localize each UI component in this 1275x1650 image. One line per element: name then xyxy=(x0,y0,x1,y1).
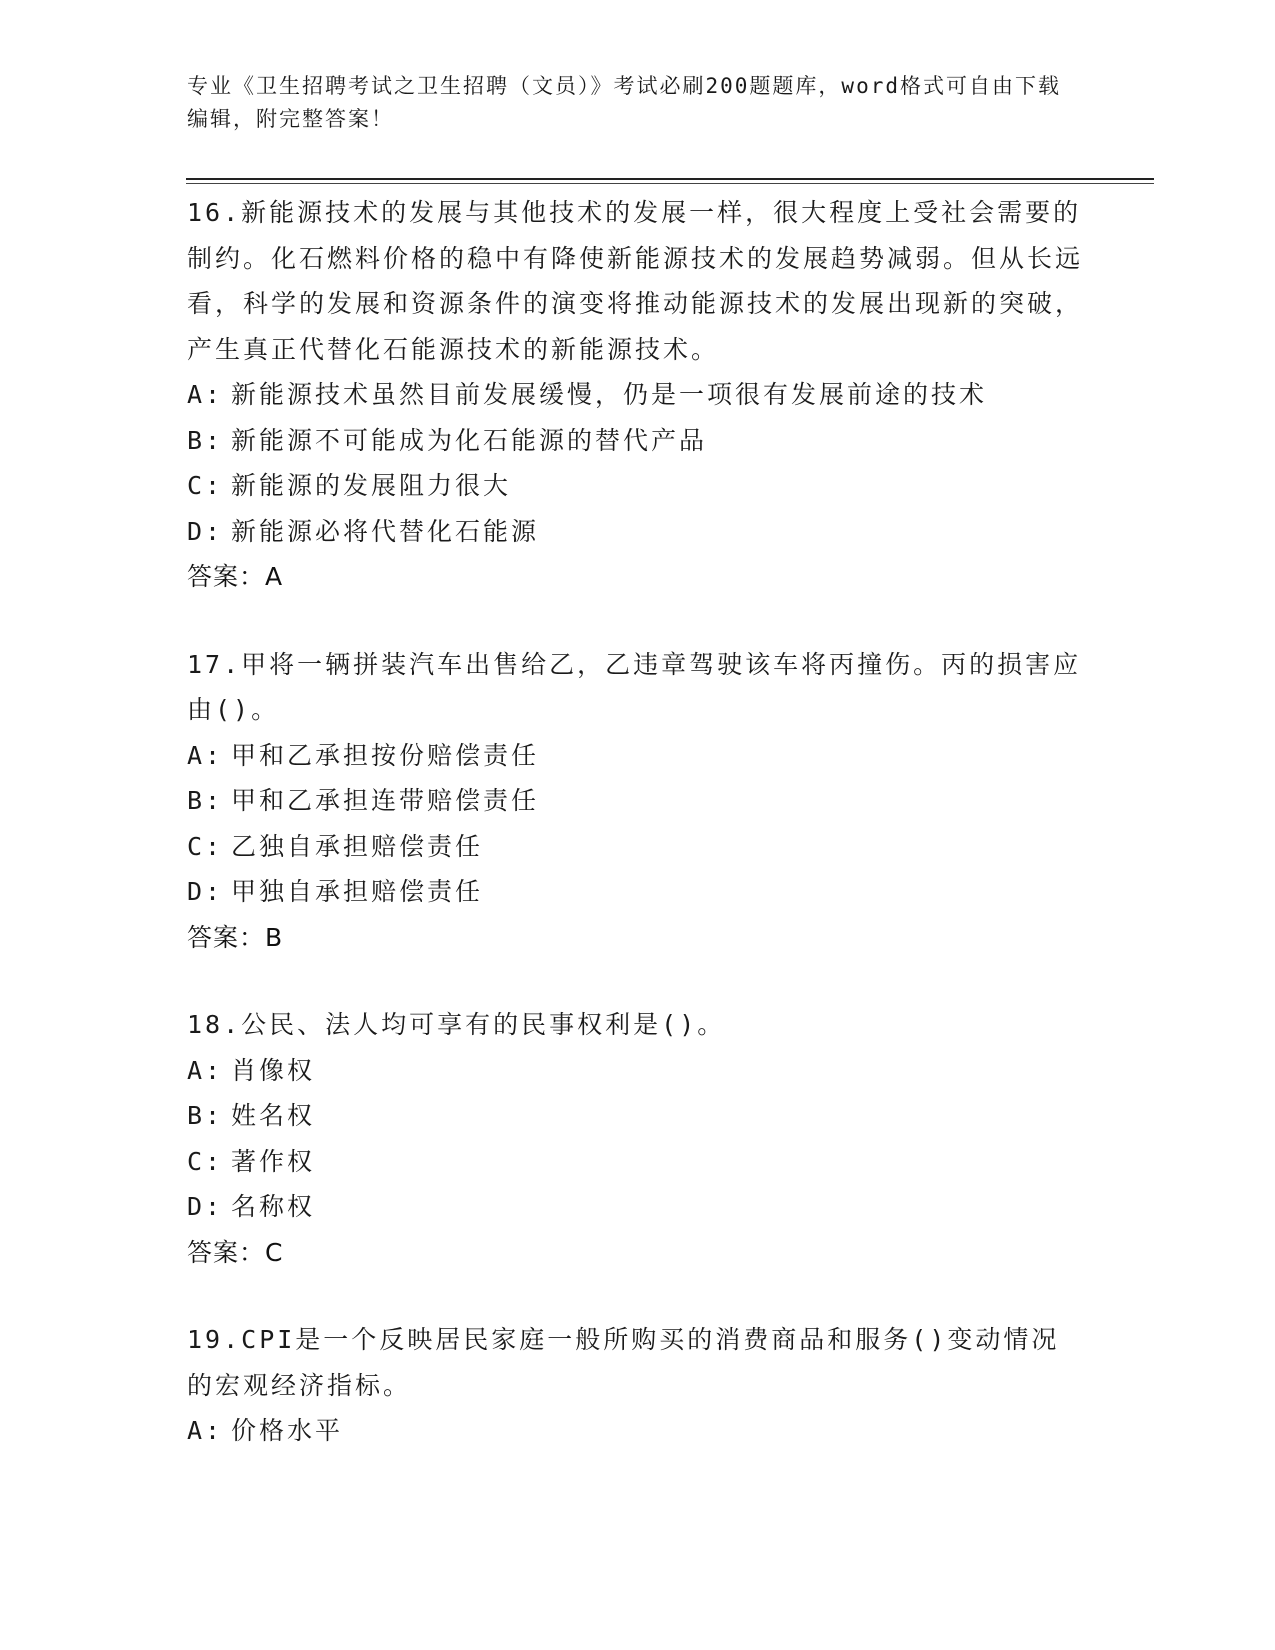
question-list xyxy=(187,190,1087,1496)
option-text: 著作权 xyxy=(231,1146,316,1176)
option-letter: C: xyxy=(187,831,224,861)
question-16 xyxy=(187,190,1087,600)
option-d xyxy=(187,1184,1087,1230)
option-text: 新能源必将代替化石能源 xyxy=(231,516,540,546)
option-letter: D: xyxy=(187,1192,224,1221)
option-b xyxy=(187,778,1087,824)
option-b xyxy=(187,418,1087,464)
option-letter: B: xyxy=(187,1101,224,1130)
option-letter: B: xyxy=(187,786,224,815)
option-a xyxy=(187,1408,1087,1454)
answer-line: 答案：A xyxy=(187,562,284,591)
option-letter: A: xyxy=(187,380,224,409)
option-d xyxy=(187,509,1087,555)
option-b xyxy=(187,1093,1087,1139)
question-stem: 19.CPI是一个反映居民家庭一般所购买的消费商品和服务()变动情况的宏观经济指标。 xyxy=(187,1325,1060,1400)
option-text: 名称权 xyxy=(231,1192,316,1221)
option-text: 乙独自承担赔偿责任 xyxy=(231,831,484,861)
question-stem: 18.公民、法人均可享有的民事权利是()。 xyxy=(187,1010,726,1039)
question-stem: 17.甲将一辆拼装汽车出售给乙，乙违章驾驶该车将丙撞伤。丙的损害应由()。 xyxy=(187,649,1082,724)
header-divider-thin xyxy=(186,183,1154,184)
option-text: 甲独自承担赔偿责任 xyxy=(231,877,484,906)
option-text: 新能源技术虽然目前发展缓慢，仍是一项很有发展前途的技术 xyxy=(231,380,988,409)
option-letter: C: xyxy=(187,1146,224,1176)
option-d xyxy=(187,869,1087,915)
option-a xyxy=(187,1048,1087,1094)
answer-line: 答案：C xyxy=(187,1237,284,1267)
option-letter: C: xyxy=(187,471,224,500)
option-text: 价格水平 xyxy=(231,1416,344,1445)
option-text: 肖像权 xyxy=(231,1055,316,1085)
header-divider xyxy=(186,178,1154,180)
option-text: 姓名权 xyxy=(231,1101,316,1130)
option-text: 新能源不可能成为化石能源的替代产品 xyxy=(231,425,708,455)
option-c xyxy=(187,463,1087,509)
option-text: 甲和乙承担连带赔偿责任 xyxy=(231,786,540,815)
option-letter: D: xyxy=(187,516,224,546)
document-header: 专业《卫生招聘考试之卫生招聘（文员）》考试必刷200题题库，word格式可自由下载编辑，附完整答案！ xyxy=(187,74,1061,131)
option-letter: B: xyxy=(187,425,224,455)
option-letter: D: xyxy=(187,877,224,906)
option-c xyxy=(187,1139,1087,1185)
question-stem: 16.新能源技术的发展与其他技术的发展一样，很大程度上受社会需要的制约。化石燃料价格的稳中有降使新能源技术的发展趋势减弱。但从长远看，科学的发展和资源条件的演变将推动能源技术的发展出现新的突破，产生真正代替化石能源技术的新能源技术。 xyxy=(187,198,1084,364)
question-18 xyxy=(187,1002,1087,1275)
question-19 xyxy=(187,1317,1087,1454)
option-letter: A: xyxy=(187,1055,224,1085)
option-letter: A: xyxy=(187,740,224,770)
option-text: 甲和乙承担按份赔偿责任 xyxy=(231,740,540,770)
option-c xyxy=(187,824,1087,870)
option-a xyxy=(187,372,1087,418)
question-17 xyxy=(187,642,1087,961)
option-letter: A: xyxy=(187,1416,224,1445)
option-text: 新能源的发展阻力很大 xyxy=(231,471,512,500)
answer-line: 答案：B xyxy=(187,922,284,952)
option-a xyxy=(187,733,1087,779)
